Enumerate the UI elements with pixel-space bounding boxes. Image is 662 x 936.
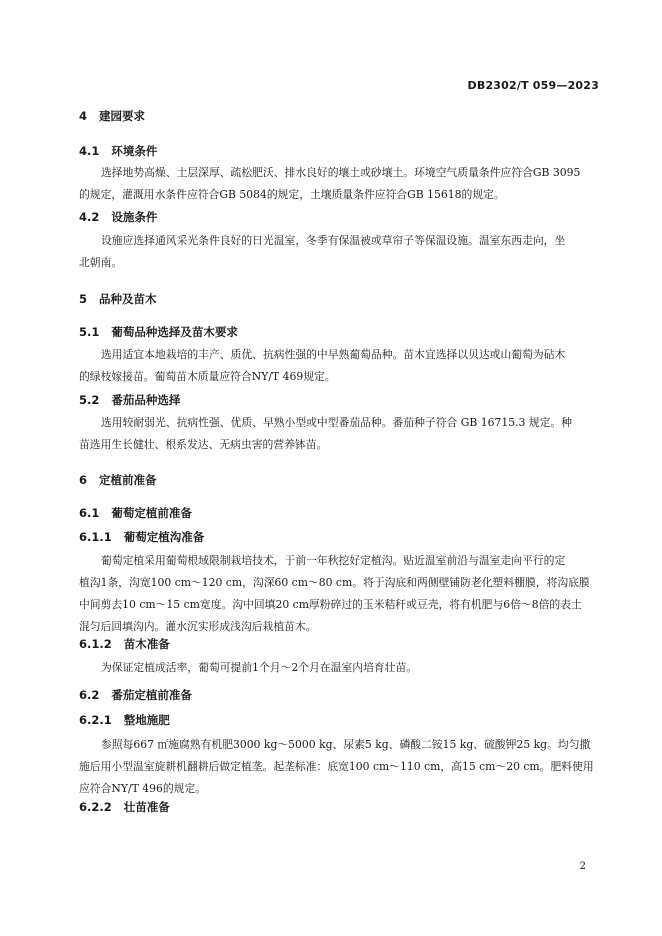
heading-5-1 bbox=[79, 324, 238, 340]
paragraph-6-1-2 bbox=[79, 657, 599, 679]
heading-6-2-1 bbox=[79, 712, 170, 728]
heading-title: 葡萄定植沟准备 bbox=[123, 530, 205, 544]
heading-title: 设施条件 bbox=[111, 210, 158, 224]
heading-number: 4.1 bbox=[79, 144, 100, 158]
text-line: 植沟1条，沟宽100 cm～120 cm，沟深60 cm～80 cm。将于沟底和两侧壁铺防老化塑料棚膜，将沟底膜 bbox=[79, 576, 590, 589]
text-line: 葡萄定植采用葡萄根域限制栽培技术，于前一年秋挖好定植沟。贴近温室前沿与温室走向平行的定 bbox=[101, 554, 566, 567]
heading-number: 6.2.1 bbox=[79, 713, 112, 727]
document-code: DB2302/T 059—2023 bbox=[467, 79, 599, 92]
heading-number: 6.2.2 bbox=[79, 800, 112, 814]
text-line: 为保证定植成活率，葡萄可提前1个月～2个月在温室内培育壮苗。 bbox=[101, 661, 418, 674]
heading-title: 环境条件 bbox=[111, 144, 158, 158]
heading-6-2 bbox=[79, 687, 192, 703]
heading-title: 壮苗准备 bbox=[123, 800, 170, 814]
heading-title: 葡萄定植前准备 bbox=[111, 506, 192, 520]
heading-title: 整地施肥 bbox=[123, 713, 170, 727]
text-line: 选择地势高燥、土层深厚、疏松肥沃、排水良好的壤土或砂壤土。环境空气质量条件应符合GB 3095 bbox=[101, 166, 581, 179]
heading-number: 6.1 bbox=[79, 506, 100, 520]
heading-number: 5 bbox=[79, 292, 88, 306]
heading-6-1-2 bbox=[79, 636, 170, 652]
heading-6-1-1 bbox=[79, 529, 204, 545]
heading-number: 4.2 bbox=[79, 210, 100, 224]
heading-number: 6.2 bbox=[79, 688, 100, 702]
text-line: 的绿枝嫁接苗。葡萄苗木质量应符合NY/T 469规定。 bbox=[79, 370, 336, 383]
text-line: 选用较耐弱光、抗病性强、优质、早熟小型或中型番茄品种。番茄种子符合 GB 16715.3 规定。种 bbox=[101, 416, 572, 429]
heading-title: 品种及苗木 bbox=[99, 292, 157, 306]
heading-number: 5.1 bbox=[79, 325, 100, 339]
text-line: 北朝南。 bbox=[79, 256, 123, 269]
heading-number: 6.1.2 bbox=[79, 637, 112, 651]
heading-title: 建园要求 bbox=[99, 109, 146, 123]
text-line: 混匀后回填沟内。灌水沉实形成浅沟后栽植苗木。 bbox=[79, 620, 317, 633]
heading-number: 6 bbox=[79, 473, 88, 487]
heading-title: 苗木准备 bbox=[123, 637, 170, 651]
heading-title: 番茄定植前准备 bbox=[111, 688, 192, 702]
page-number: 2 bbox=[579, 861, 586, 872]
heading-title: 定植前准备 bbox=[99, 473, 157, 487]
heading-number: 4 bbox=[79, 109, 88, 123]
text-line: 的规定，灌溉用水条件应符合GB 5084的规定，土壤质量条件应符合GB 15618的规定。 bbox=[79, 188, 505, 201]
heading-4 bbox=[79, 108, 145, 124]
heading-title: 番茄品种选择 bbox=[111, 393, 181, 407]
heading-6-2-2 bbox=[79, 799, 170, 815]
heading-number: 6.1.1 bbox=[79, 530, 112, 544]
heading-5-2 bbox=[79, 392, 180, 408]
text-line: 设施应选择通风采光条件良好的日光温室，冬季有保温被或草帘子等保温设施。温室东西走向，坐 bbox=[101, 234, 566, 247]
text-line: 施后用小型温室旋耕机翻耕后做定植垄。起垄标准：底宽100 cm～110 cm，高15 cm～20 cm。肥料使用 bbox=[79, 760, 594, 773]
paragraph-4-2 bbox=[79, 230, 599, 274]
paragraph-5-1 bbox=[79, 344, 599, 388]
heading-6 bbox=[79, 472, 157, 488]
heading-4-2 bbox=[79, 209, 157, 225]
heading-number: 5.2 bbox=[79, 393, 100, 407]
paragraph-4-1 bbox=[79, 162, 599, 206]
text-line: 参照每667 ㎡施腐熟有机肥3000 kg～5000 kg、尿素5 kg、磷酸二铵15 kg、硫酸钾25 kg。均匀撒 bbox=[101, 738, 591, 751]
heading-4-1 bbox=[79, 143, 157, 159]
paragraph-6-1-1 bbox=[79, 550, 599, 638]
text-line: 苗选用生长健壮、根系发达、无病虫害的营养钵苗。 bbox=[79, 438, 328, 451]
text-line: 应符合NY/T 496的规定。 bbox=[79, 782, 207, 795]
paragraph-5-2 bbox=[79, 412, 599, 456]
text-line: 中间剪去10 cm～15 cm宽度。沟中回填20 cm厚粉碎过的玉米秸秆或豆壳，将有机肥与6倍～8倍的表土 bbox=[79, 598, 582, 611]
heading-5 bbox=[79, 291, 157, 307]
heading-title: 葡萄品种选择及苗木要求 bbox=[111, 325, 238, 339]
paragraph-6-2-1 bbox=[79, 734, 599, 800]
text-line: 选用适宜本地栽培的丰产、质优、抗病性强的中早熟葡萄品种。苗木宜选择以贝达或山葡萄为砧木 bbox=[101, 348, 566, 361]
heading-6-1 bbox=[79, 505, 192, 521]
